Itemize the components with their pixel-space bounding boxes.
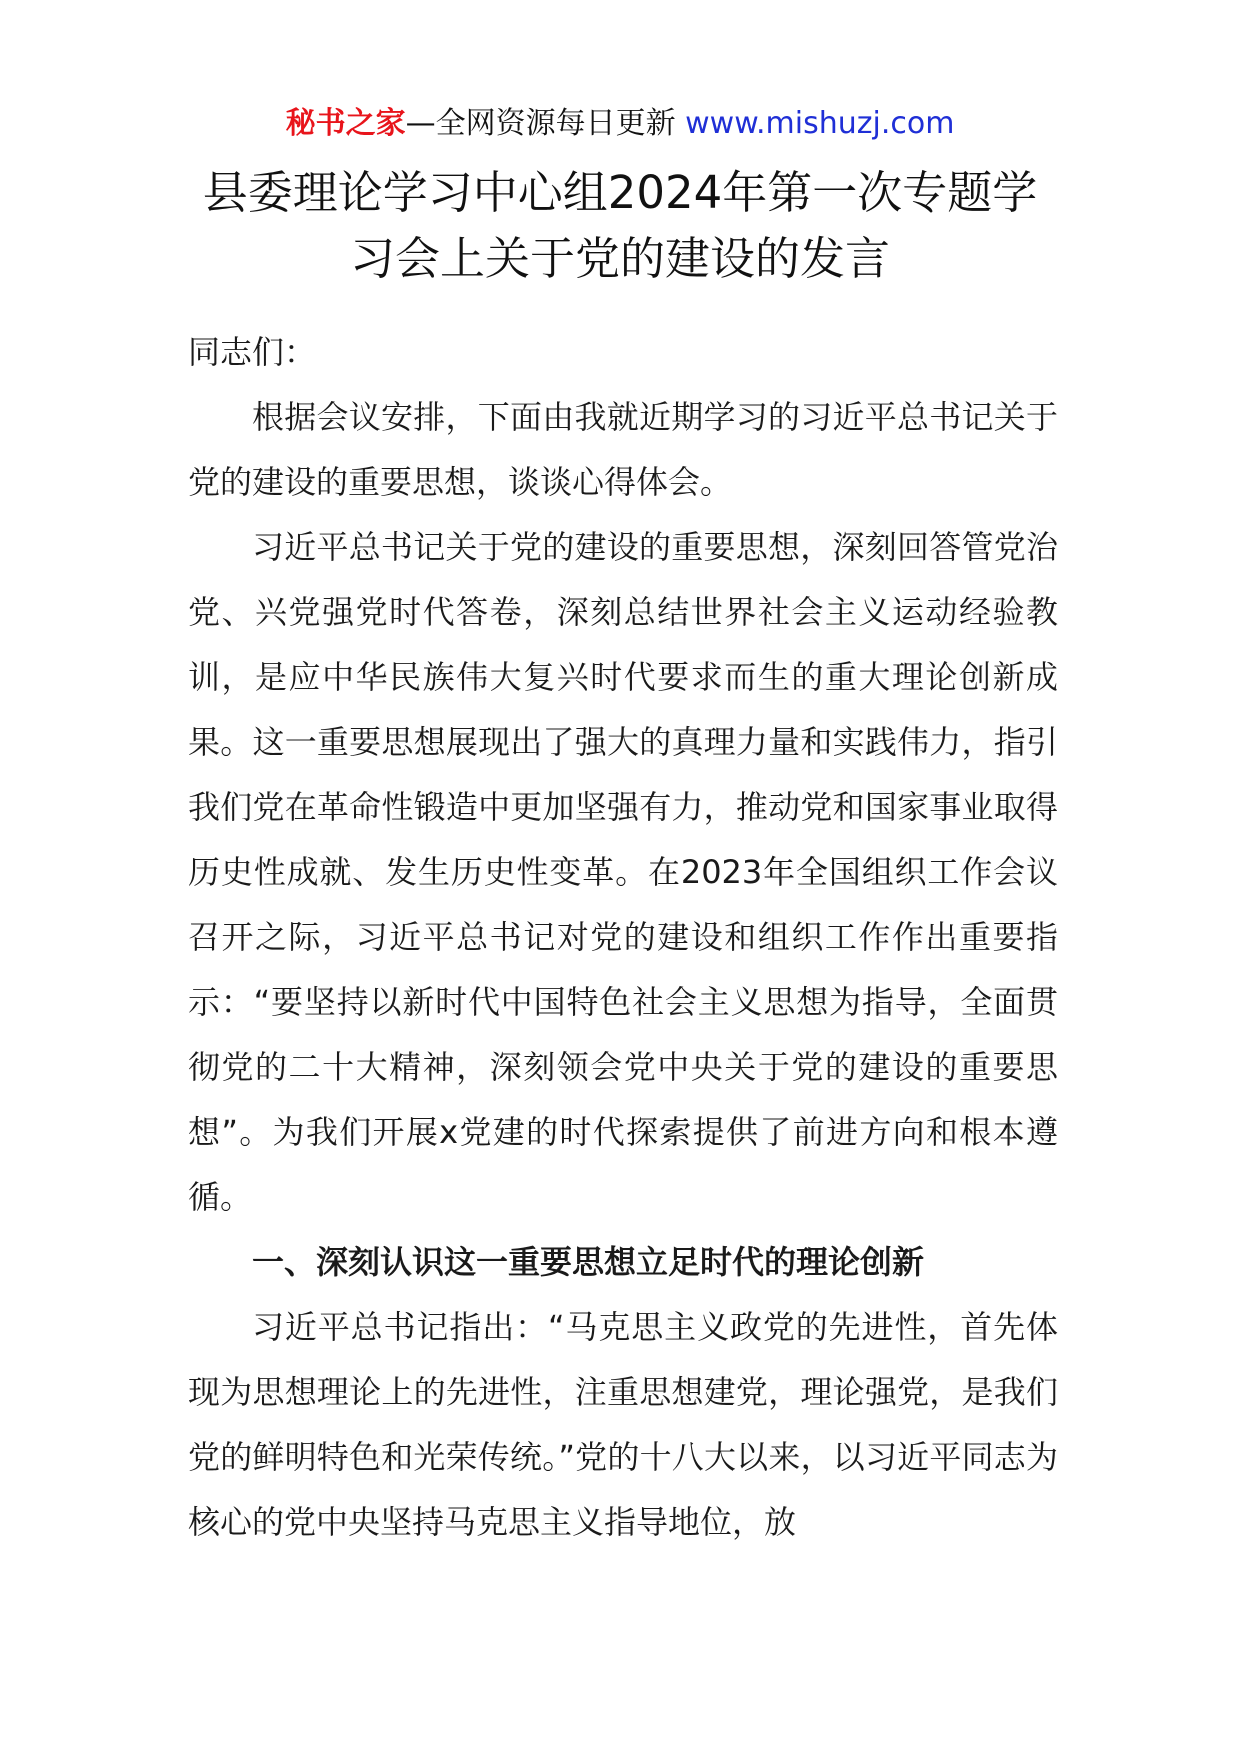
document-title — [150, 160, 1090, 292]
document-body — [188, 320, 1058, 1555]
watermark-url: www.mishuzj.com — [685, 106, 955, 141]
watermark-banner — [0, 100, 1240, 148]
paragraph-1: 根据会议安排，下面由我就近期学习的习近平总书记关于党的建设的重要思想，谈谈心得体会。 — [188, 398, 1058, 501]
paragraph-2: 习近平总书记关于党的建设的重要思想，深刻回答管党治党、兴党强党时代答卷，深刻总结世界社会主义运动经验教训，是应中华民族伟大复兴时代要求而生的重大理论创新成果。这一重要思想展现出了强大的真理力量和实践伟力，指引我们党在革命性锻造中更加坚强有力，推动党和国家事业取得历史性成就、发生历史性变革。在2023年全国组织工作会议召开之际，习近平总书记对党的建设和组织工作作出重要指示：“要坚持以新时代中国特色社会主义思想为指导，全面贯彻党的二十大精神，深刻领会党中央关于党的建设的重要思想”。为我们开展x党建的时代探索提供了前进方向和根本遵循。 — [188, 528, 1058, 1216]
paragraph-3: 习近平总书记指出：“马克思主义政党的先进性，首先体现为思想理论上的先进性，注重思想建党，理论强党，是我们党的鲜明特色和光荣传统。”党的十八大以来，以习近平同志为核心的党中央坚持马克思主义指导地位，放 — [188, 1308, 1058, 1541]
watermark-slogan: —全网资源每日更新 — [405, 106, 686, 141]
section-heading-1: 一、深刻认识这一重要思想立足时代的理论创新 — [252, 1243, 925, 1281]
title-line-1: 县委理论学习中心组2024年第一次专题学 — [202, 166, 1038, 219]
salutation: 同志们： — [188, 333, 317, 371]
page-bottom-margin — [0, 1560, 1240, 1754]
title-line-2: 习会上关于党的建设的发言 — [349, 232, 890, 285]
watermark-brand: 秘书之家 — [285, 106, 406, 141]
